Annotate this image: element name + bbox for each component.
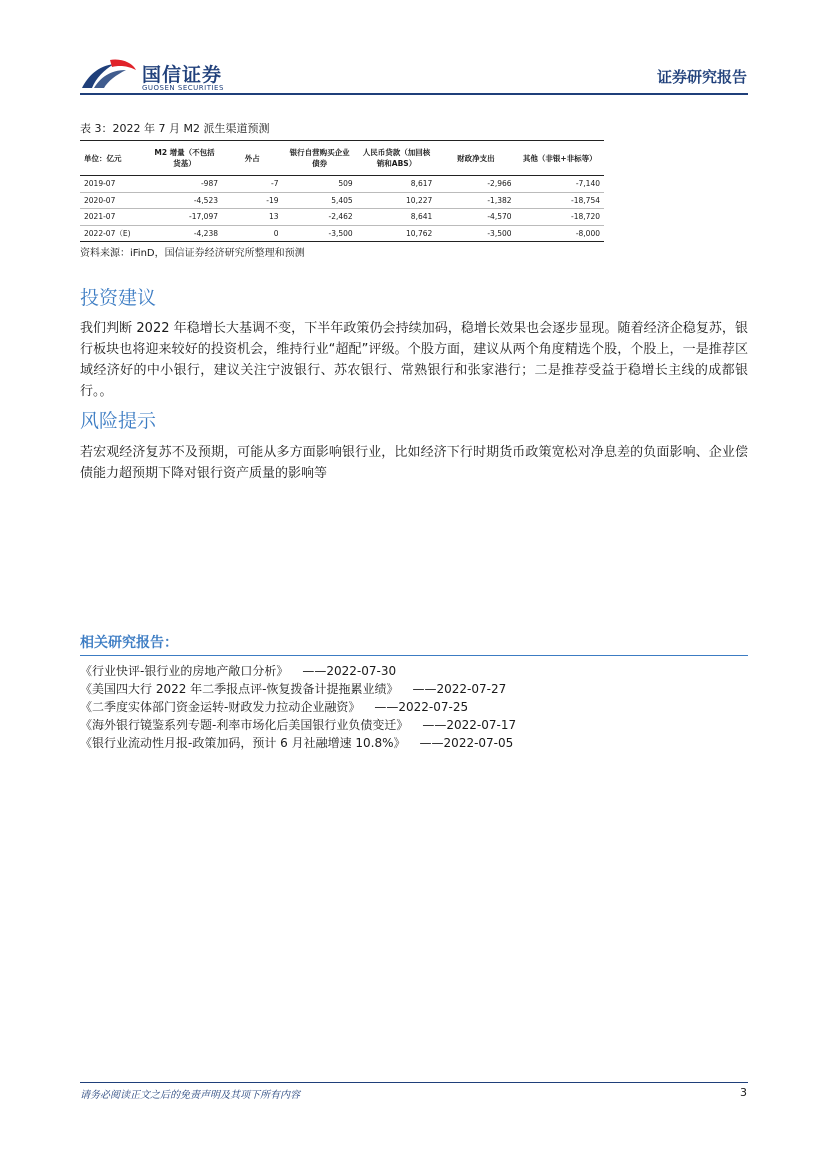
related-report-date: ——2022-07-05: [419, 736, 514, 750]
related-reports-list: [80, 662, 516, 752]
related-report-title: 《二季度实体部门资金运转-财政发力拉动企业融资》: [80, 700, 361, 714]
related-report-item[interactable]: [80, 662, 516, 680]
table-source-note: 资料来源：iFinD，国信证券经济研究所整理和预测: [80, 248, 305, 259]
guosen-logo: [80, 58, 224, 94]
column-header: 单位：亿元: [80, 141, 147, 176]
table-cell: 509: [283, 176, 357, 193]
table-row: [80, 192, 604, 209]
table-cell: -3,500: [436, 225, 515, 242]
disclaimer-note: 请务必阅读正文之后的免责声明及其项下所有内容: [80, 1090, 300, 1101]
table-cell: -8,000: [516, 225, 604, 242]
table-cell: -4,570: [436, 209, 515, 226]
related-report-item[interactable]: [80, 680, 516, 698]
logo-chinese-text: 国信证券: [142, 64, 223, 86]
related-report-date: ——2022-07-17: [422, 718, 517, 732]
table-cell: -18,720: [516, 209, 604, 226]
table-cell: 0: [222, 225, 283, 242]
column-header: 其他（非银+非标等）: [516, 141, 604, 176]
related-report-title: 《海外银行镜鉴系列专题-利率市场化后美国银行业负债变迁》: [80, 718, 409, 732]
related-reports-divider: [80, 655, 748, 656]
table-cell: -4,523: [147, 192, 222, 209]
table-header-row: [80, 141, 604, 176]
table-cell: 8,617: [357, 176, 437, 193]
table-cell: 2019-07: [80, 176, 147, 193]
column-header: 外占: [222, 141, 283, 176]
table-cell: 2022-07（E): [80, 225, 147, 242]
table-cell: -19: [222, 192, 283, 209]
header-divider: [80, 93, 748, 95]
column-header: M2 增量（不包括货基）: [147, 141, 222, 176]
table-cell: -7,140: [516, 176, 604, 193]
guosen-logo-icon: [80, 58, 138, 90]
table-cell: -7: [222, 176, 283, 193]
table-cell: -18,754: [516, 192, 604, 209]
related-report-item[interactable]: [80, 716, 516, 734]
investment-advice-heading: 投资建议: [80, 287, 157, 309]
table-cell: -2,462: [283, 209, 357, 226]
table-caption: 表 3：2022 年 7 月 M2 派生渠道预测: [80, 118, 604, 141]
page-number: 3: [740, 1086, 747, 1099]
investment-advice-paragraph: 我们判断 2022 年稳增长大基调不变，下半年政策仍会持续加码，稳增长效果也会逐步显现。随着经济企稳复苏，银行板块也将迎来较好的投资机会，维持行业“超配”评级。个股方面，建议从两个角度精选个股，个股上，一是推荐区域经济好的中小银行，建议关注宁波银行、苏农银行、常熟银行和张家港行；二是推荐受益于稳增长主线的成都银行。。: [80, 321, 748, 399]
table-row: [80, 176, 604, 193]
logo-english-text: GUOSEN SECURITIES: [142, 84, 224, 92]
column-header: 财政净支出: [436, 141, 515, 176]
column-header: 银行自营购买企业债券: [283, 141, 357, 176]
related-report-date: ——2022-07-27: [412, 682, 507, 696]
related-report-date: ——2022-07-30: [302, 664, 397, 678]
table-cell: -1,382: [436, 192, 515, 209]
table-cell: -4,238: [147, 225, 222, 242]
related-report-item[interactable]: [80, 734, 516, 752]
table-row: [80, 209, 604, 226]
table-cell: -3,500: [283, 225, 357, 242]
table-cell: 10,762: [357, 225, 437, 242]
table-cell: 2020-07: [80, 192, 147, 209]
table-cell: -987: [147, 176, 222, 193]
related-report-title: 《行业快评-银行业的房地产敞口分析》: [80, 664, 289, 678]
related-report-item[interactable]: [80, 698, 516, 716]
page-header: [0, 0, 827, 100]
risk-warning-paragraph: 若宏观经济复苏不及预期，可能从多方面影响银行业，比如经济下行时期货币政策宽松对净息差的负面影响、企业偿债能力超预期下降对银行资产质量的影响等: [80, 445, 748, 481]
risk-warning-heading: 风险提示: [80, 410, 157, 432]
table-cell: 13: [222, 209, 283, 226]
report-type-label: 证券研究报告: [656, 68, 747, 86]
m2-forecast-table: [80, 141, 604, 242]
footer-divider: [80, 1082, 748, 1083]
related-reports-heading: 相关研究报告：: [80, 635, 178, 651]
table-cell: 5,405: [283, 192, 357, 209]
column-header: 人民币贷款（加回核销和ABS）: [357, 141, 437, 176]
table-cell: -2,966: [436, 176, 515, 193]
related-report-date: ——2022-07-25: [374, 700, 469, 714]
related-report-title: 《银行业流动性月报-政策加码，预计 6 月社融增速 10.8%》: [80, 736, 406, 750]
table-cell: 8,641: [357, 209, 437, 226]
table-cell: -17,097: [147, 209, 222, 226]
related-report-title: 《美国四大行 2022 年二季报点评-恢复拨备计提拖累业绩》: [80, 682, 399, 696]
m2-forecast-table-block: [80, 118, 604, 259]
table-row: [80, 225, 604, 242]
table-cell: 2021-07: [80, 209, 147, 226]
table-cell: 10,227: [357, 192, 437, 209]
